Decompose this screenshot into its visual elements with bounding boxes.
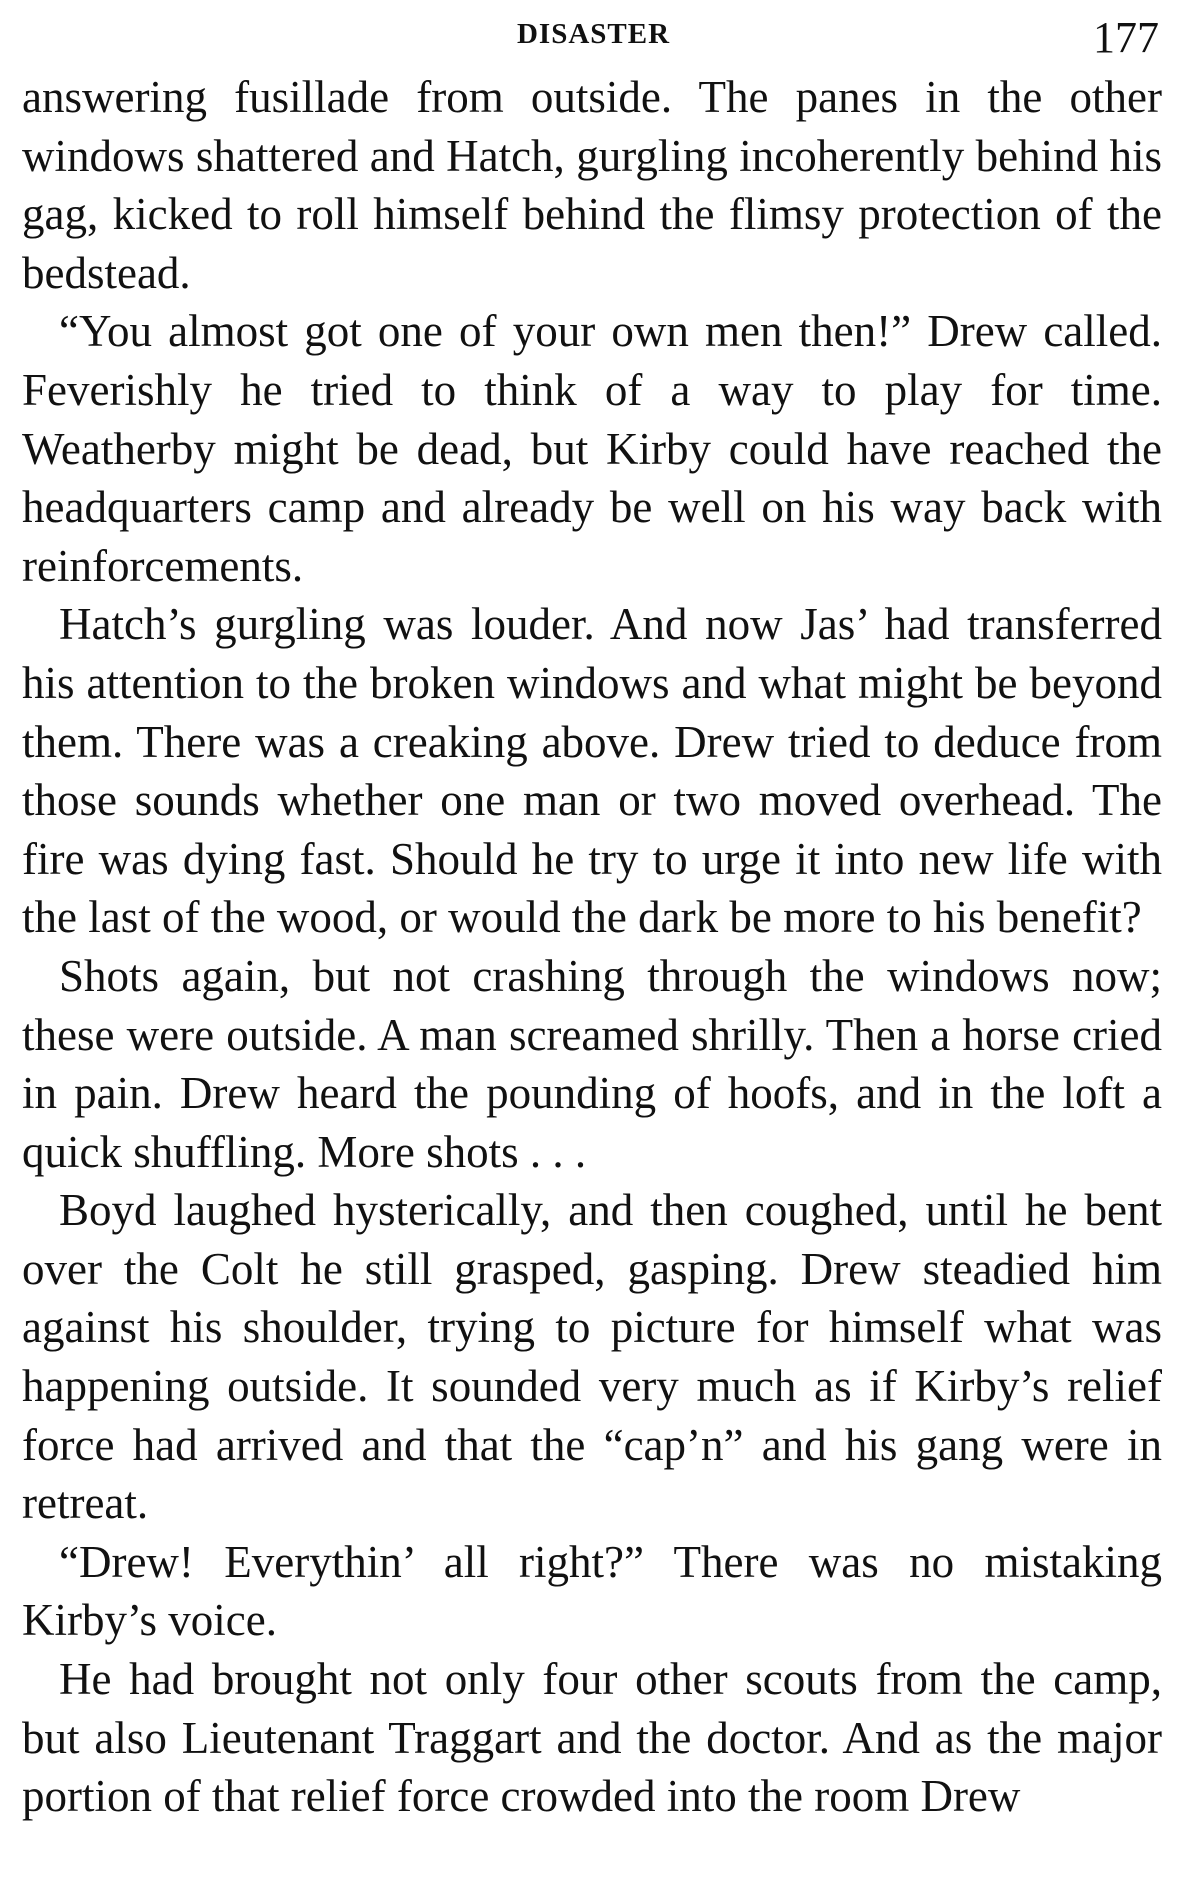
running-head: [0, 14, 1187, 74]
paragraph: “You almost got one of your own men then!” Drew called. Feverishly he tried to think of a way to play for time. Weatherby might be dead, but Kirby could have reached the headquarters camp and already be well on his way back with reinforcements.: [22, 306, 1162, 591]
paragraph: Hatch’s gurgling was louder. And now Jas’ had transferred his attention to the broken windows and what might be beyond them. There was a creaking above. Drew tried to deduce from those sounds whether one man or two moved overhead. The fire was dying fast. Should he try to urge it into new life with the last of the wood, or would the dark be more to his benefit?: [22, 599, 1162, 943]
body-text: [22, 68, 1162, 1826]
paragraph: “Drew! Everythin’ all right?” There was no mistaking Kirby’s voice.: [22, 1536, 1162, 1646]
paragraph: He had brought not only four other scouts from the camp, but also Lieutenant Traggart and the doctor. And as the major portion of that relief force crowded into the room Drew: [22, 1654, 1162, 1822]
paragraph: Shots again, but not crashing through the windows now; these were outside. A man screamed shrilly. Then a horse cried in pain. Drew heard the pounding of hoofs, and in the loft a quick shuffling. More shots . . .: [22, 950, 1162, 1177]
page-number: 177: [1093, 13, 1159, 62]
chapter-title: DISASTER: [516, 18, 671, 50]
paragraph: answering fusillade from outside. The panes in the other windows shattered and Hatch, gurgling incoherently behind his gag, kicked to roll himself behind the flimsy protection of the bedstead.: [22, 72, 1162, 298]
paragraph: Boyd laughed hysterically, and then coughed, until he bent over the Colt he still grasped, gasping. Drew steadied him against his shoulder, trying to picture for himself what was happening outside. It sounded very much as if Kirby’s relief force had arrived and that the “cap’n” and his gang were in retreat.: [22, 1185, 1162, 1529]
